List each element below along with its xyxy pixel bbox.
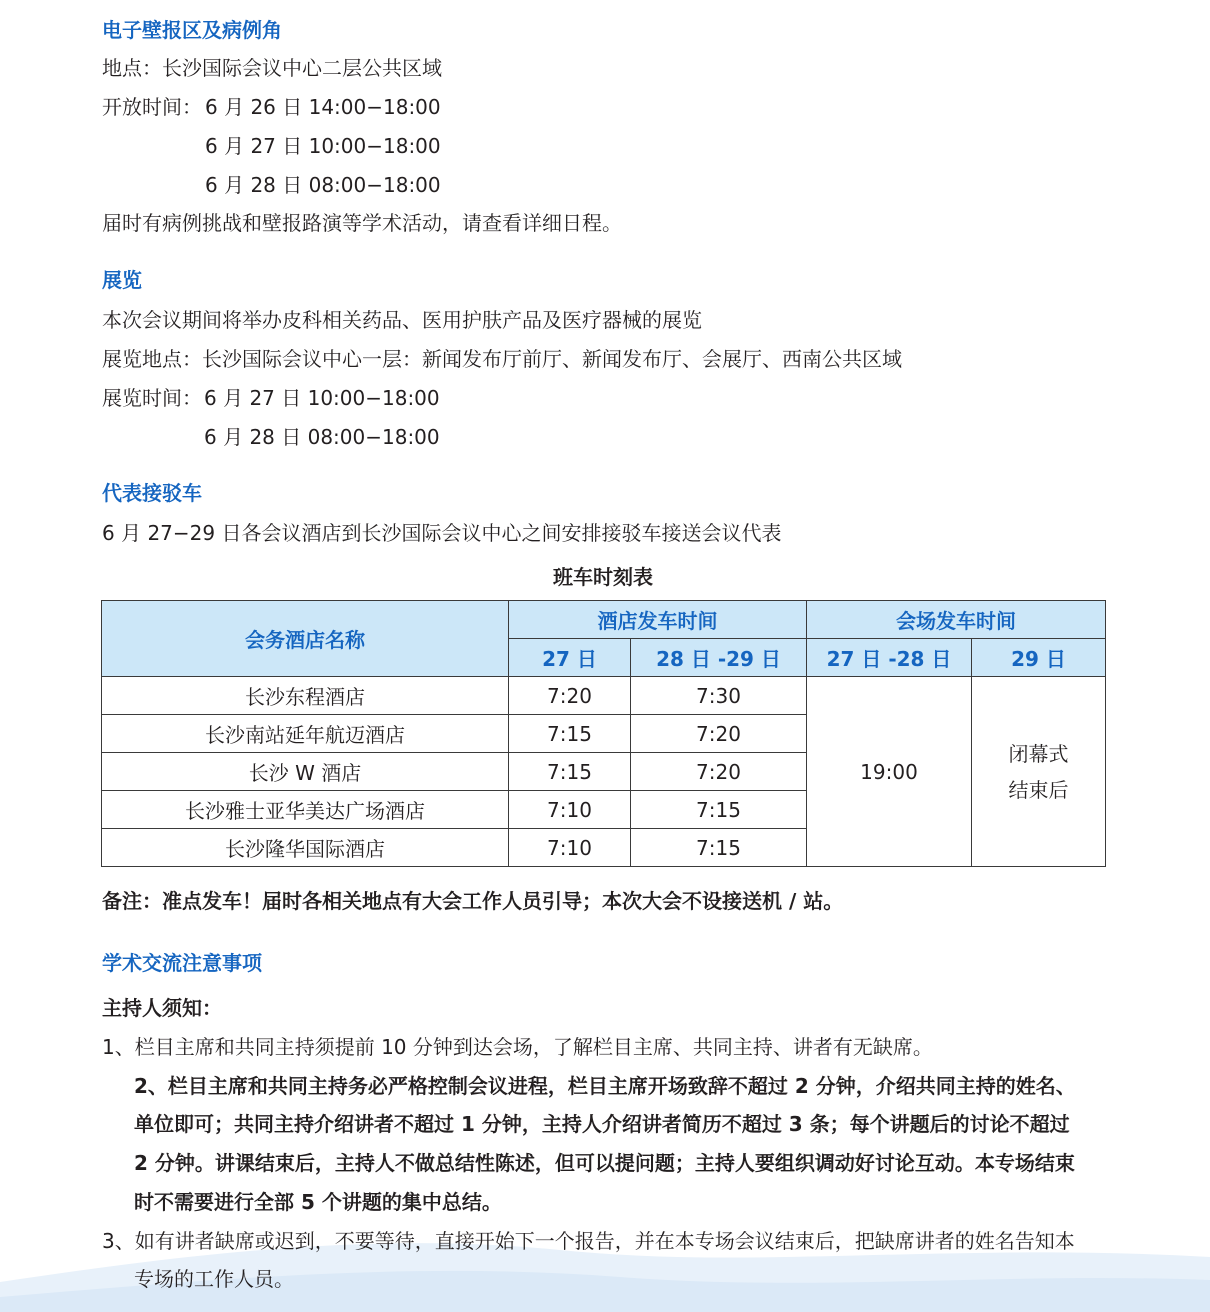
host-notice-item-3-line: 3、如有讲者缺席或迟到，不要等待，直接开始下一个报告，并在本专场会议结束后，把缺席讲者的姓名告知本: [102, 1229, 1075, 1253]
hotel-name-cell: 长沙 W 酒店: [102, 753, 509, 791]
venue-depart-29-cell: [972, 677, 1106, 867]
host-notice-item-2-line: 2、栏目主席和共同主持务必严格控制会议进程，栏目主席开场致辞不超过 2 分钟，介绍共同主持的姓名、: [134, 1074, 1076, 1098]
header-day-29: 29 日: [972, 639, 1106, 677]
poster-open-time: 6 月 28 日 08:00−18:00: [205, 173, 441, 197]
exhibition-time: 6 月 28 日 08:00−18:00: [204, 425, 440, 449]
poster-open-time: 6 月 27 日 10:00−18:00: [205, 134, 441, 158]
host-notice-item-3-line: 专场的工作人员。: [134, 1267, 294, 1291]
time-cell: 7:20: [631, 753, 807, 791]
shuttle-remark: 备注：准点发车！届时各相关地点有大会工作人员引导；本次大会不设接送机 / 站。: [102, 889, 844, 913]
time-cell: 7:15: [631, 791, 807, 829]
header-day-28-29: 28 日 -29 日: [631, 639, 807, 677]
poster-location: 地点：长沙国际会议中心二层公共区域: [102, 56, 442, 80]
time-cell: 7:15: [631, 829, 807, 867]
hotel-name-cell: 长沙隆华国际酒店: [102, 829, 509, 867]
header-hotel-name: 会务酒店名称: [102, 601, 509, 677]
poster-open-time-label: 开放时间：: [102, 95, 202, 119]
exhibition-intro: 本次会议期间将举办皮科相关药品、医用护肤产品及医疗器械的展览: [102, 308, 702, 332]
time-cell: 7:30: [631, 677, 807, 715]
time-cell: 7:10: [509, 829, 631, 867]
header-day-27-28: 27 日 -28 日: [807, 639, 972, 677]
exhibition-time: 6 月 27 日 10:00−18:00: [204, 386, 440, 410]
shuttle-section-heading: 代表接驳车: [102, 481, 202, 505]
header-hotel-depart: 酒店发车时间: [509, 601, 807, 639]
venue-depart-27-28-cell: 19:00: [807, 677, 972, 867]
host-notice-item-1: 1、栏目主席和共同主持须提前 10 分钟到达会场，了解栏目主席、共同主持、讲者有无缺席。: [102, 1035, 933, 1059]
poster-open-time: 6 月 26 日 14:00−18:00: [205, 95, 441, 119]
hotel-name-cell: 长沙雅士亚华美达广场酒店: [102, 791, 509, 829]
hotel-name-cell: 长沙东程酒店: [102, 677, 509, 715]
header-day-27: 27 日: [509, 639, 631, 677]
time-cell: 7:15: [509, 715, 631, 753]
table-row: [102, 677, 1106, 715]
hotel-name-cell: 长沙南站延年航迈酒店: [102, 715, 509, 753]
host-notice-item-2-line: 2 分钟。讲课结束后，主持人不做总结性陈述，但可以提问题；主持人要组织调动好讨论互动。本专场结束: [134, 1151, 1075, 1175]
host-notice-item-2-line: 时不需要进行全部 5 个讲题的集中总结。: [134, 1190, 502, 1214]
shuttle-schedule-table: [101, 600, 1106, 867]
exhibition-location: 展览地点：长沙国际会议中心一层：新闻发布厅前厅、新闻发布厅、会展厅、西南公共区域: [102, 347, 902, 371]
header-venue-depart: 会场发车时间: [807, 601, 1106, 639]
academic-section-heading: 学术交流注意事项: [102, 951, 262, 975]
venue-29-line: 结束后: [1008, 777, 1069, 802]
time-cell: 7:20: [631, 715, 807, 753]
poster-note: 届时有病例挑战和壁报路演等学术活动，请查看详细日程。: [102, 211, 622, 235]
host-notice-title: 主持人须知：: [102, 996, 222, 1020]
time-cell: 7:10: [509, 791, 631, 829]
host-notice-item-2-line: 单位即可；共同主持介绍讲者不超过 1 分钟，主持人介绍讲者简历不超过 3 条；每个讲题后的讨论不超过: [134, 1112, 1070, 1136]
shuttle-table-title: 班车时刻表: [553, 565, 653, 589]
venue-29-line: 闭幕式: [1008, 741, 1069, 766]
poster-section-heading: 电子壁报区及病例角: [102, 18, 282, 42]
time-cell: 7:20: [509, 677, 631, 715]
exhibition-section-heading: 展览: [102, 268, 142, 292]
exhibition-time-label: 展览时间：: [102, 386, 202, 410]
shuttle-intro: 6 月 27−29 日各会议酒店到长沙国际会议中心之间安排接驳车接送会议代表: [102, 521, 782, 545]
time-cell: 7:15: [509, 753, 631, 791]
